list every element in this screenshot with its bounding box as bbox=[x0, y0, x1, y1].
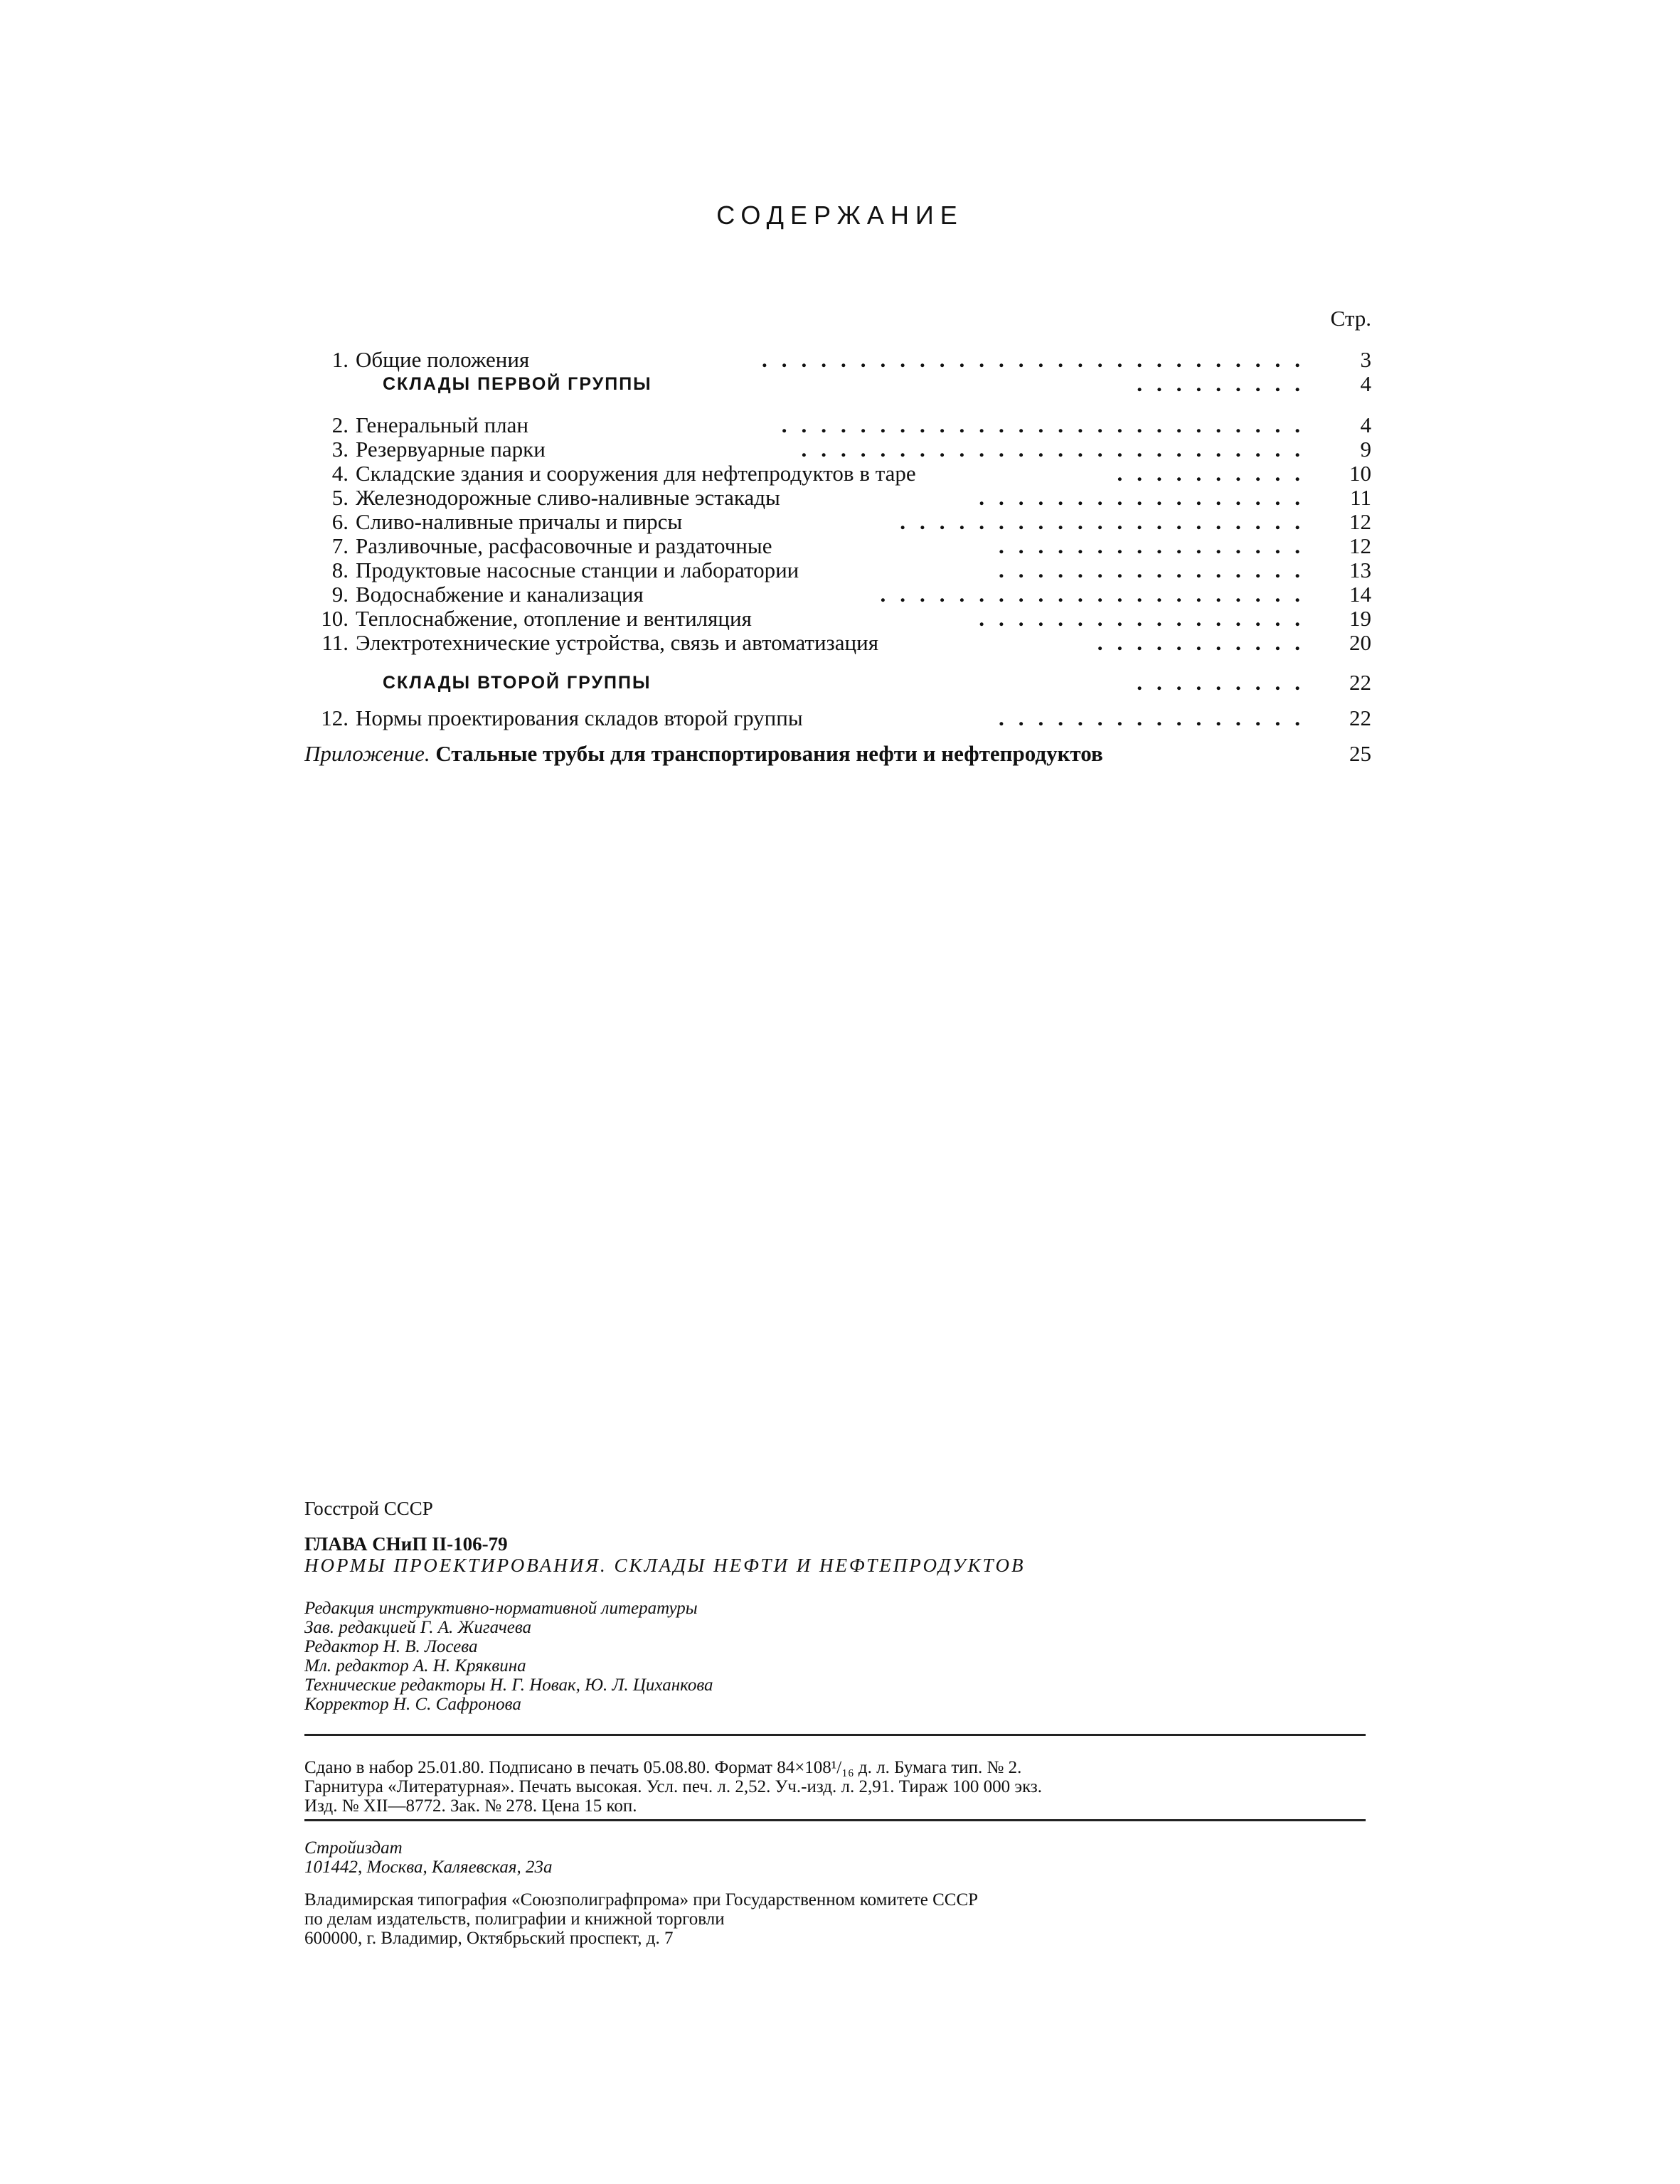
toc-entry-text: Резервуарные парки bbox=[356, 437, 546, 462]
toc-entry-number: 1. bbox=[331, 347, 349, 372]
toc-page-number: 3 bbox=[1360, 347, 1371, 372]
toc-entry-text: Железнодорожные сливо-наливные эстакады bbox=[356, 485, 780, 510]
toc-entry-text: Сливо-наливные причалы и пирсы bbox=[356, 509, 683, 534]
divider-top bbox=[304, 1734, 1366, 1736]
toc-entry bbox=[304, 630, 1371, 656]
toc-entry bbox=[304, 347, 1371, 373]
toc-entry-number: 6. bbox=[331, 509, 349, 534]
printer-line: 600000, г. Владимир, Октябрьский проспект, д. 7 bbox=[304, 1929, 674, 1948]
editorial-staff bbox=[304, 1599, 1371, 1714]
toc-page-number: 4 bbox=[1360, 371, 1371, 396]
toc-entry-number: 10. bbox=[321, 606, 349, 631]
toc-entry-text: Генеральный план bbox=[356, 412, 528, 437]
toc-entry bbox=[304, 412, 1371, 438]
toc-entry bbox=[304, 582, 1371, 607]
toc-page-number: 22 bbox=[1349, 670, 1371, 695]
print-data bbox=[304, 1758, 1371, 1816]
publisher-address: 101442, Москва, Каляевская, 23а bbox=[304, 1858, 553, 1877]
leader-dots: .......................... bbox=[801, 437, 1314, 462]
print-data-line: Изд. № XII—8772. Зак. № 278. Цена 15 коп. bbox=[304, 1796, 637, 1816]
print-data-line: Гарнитура «Литературная». Печать высокая. Усл. печ. л. 2,52. Уч.-изд. л. 2,91. Тираж 100 000 экз. bbox=[304, 1777, 1043, 1796]
toc-entry-text: Общие положения bbox=[356, 347, 530, 372]
toc-page-number: 25 bbox=[1349, 741, 1371, 766]
toc-entry-number: 4. bbox=[331, 461, 349, 486]
editorial-line: Корректор Н. С. Сафронова bbox=[304, 1695, 521, 1714]
editorial-line: Мл. редактор А. Н. Кряквина bbox=[304, 1656, 526, 1676]
toc-page-number: 14 bbox=[1349, 582, 1371, 607]
editorial-line: Редакция инструктивно-нормативной литературы bbox=[304, 1599, 698, 1618]
toc-entry-text: Разливочные, расфасовочные и раздаточные bbox=[356, 533, 772, 558]
printer-info bbox=[304, 1890, 1371, 1948]
toc-entry bbox=[304, 509, 1371, 535]
leader-dots: ......... bbox=[1137, 670, 1314, 695]
leader-dots: ........................... bbox=[781, 412, 1314, 437]
toc-entry bbox=[304, 485, 1371, 511]
leader-dots: ................ bbox=[999, 533, 1314, 558]
toc-entry-text: Теплоснабжение, отопление и вентиляция bbox=[356, 606, 752, 631]
toc-entry-number: 3. bbox=[331, 437, 349, 462]
toc-page-number: 13 bbox=[1349, 558, 1371, 582]
publisher-org: Госстрой СССР bbox=[304, 1498, 433, 1519]
leader-dots: ..................... bbox=[900, 509, 1314, 534]
leader-dots: ............................ bbox=[762, 347, 1314, 372]
appendix-title: Стальные трубы для транспортирования нефти и нефтепродуктов bbox=[435, 741, 1103, 766]
toc-page-number: 4 bbox=[1360, 412, 1371, 437]
editorial-line: Технические редакторы Н. Г. Новак, Ю. Л. Циханкова bbox=[304, 1676, 713, 1695]
toc-page-number: 22 bbox=[1349, 705, 1371, 730]
chapter-code: ГЛАВА СНиП II-106-79 bbox=[304, 1533, 508, 1555]
toc-section-title: СКЛАДЫ ВТОРОЙ ГРУППЫ bbox=[383, 673, 652, 693]
leader-dots: ...................... bbox=[880, 582, 1314, 607]
leader-dots: ........... bbox=[1097, 630, 1314, 655]
leader-dots: ......... bbox=[1137, 371, 1314, 396]
divider-bottom bbox=[304, 1819, 1366, 1821]
leader-dots: ................ bbox=[999, 705, 1314, 730]
toc-entry bbox=[304, 533, 1371, 559]
editorial-line: Зав. редакцией Г. А. Жигачева bbox=[304, 1618, 532, 1637]
toc-page-number: 12 bbox=[1349, 533, 1371, 558]
book-title: НОРМЫ ПРОЕКТИРОВАНИЯ. СКЛАДЫ НЕФТИ И НЕФТЕПРОДУКТОВ bbox=[304, 1555, 1026, 1576]
toc-entry-number: 7. bbox=[331, 533, 349, 558]
toc-entry bbox=[304, 705, 1371, 731]
toc-entry-text: Водоснабжение и канализация bbox=[356, 582, 644, 607]
publisher-name: Стройиздат bbox=[304, 1838, 403, 1858]
toc-section bbox=[304, 670, 1371, 696]
toc-entry bbox=[304, 437, 1371, 462]
toc-entry-number: 9. bbox=[331, 582, 349, 607]
toc-entry bbox=[304, 606, 1371, 632]
toc-entry-number: 12. bbox=[321, 705, 349, 730]
toc-entry-text: Складские здания и сооружения для нефтепродуктов в таре bbox=[356, 461, 916, 486]
toc-entry-number: 8. bbox=[331, 558, 349, 582]
toc-entry-text bbox=[304, 741, 1103, 767]
print-data-line: Сдано в набор 25.01.80. Подписано в печать 05.08.80. Формат 84×108¹/₁₆ д. л. Бумага тип. № 2. bbox=[304, 1758, 1022, 1777]
toc-entry bbox=[304, 461, 1371, 486]
toc-section-title: СКЛАДЫ ПЕРВОЙ ГРУППЫ bbox=[383, 374, 652, 394]
printer-line: Владимирская типография «Союзполиграфпрома» при Государственном комитете СССР bbox=[304, 1890, 979, 1909]
toc-entry-number: 5. bbox=[331, 485, 349, 510]
toc-page-number: 12 bbox=[1349, 509, 1371, 534]
toc-section bbox=[304, 371, 1371, 397]
page-column-header: Стр. bbox=[1330, 306, 1371, 331]
toc-entry-text: Нормы проектирования складов второй группы bbox=[356, 705, 803, 730]
toc-entry-number: 2. bbox=[331, 412, 349, 437]
toc-entry-text: Электротехнические устройства, связь и автоматизация bbox=[356, 630, 878, 655]
toc-entry-number: 11. bbox=[321, 630, 349, 655]
toc-page-number: 20 bbox=[1349, 630, 1371, 655]
toc-page-number: 19 bbox=[1349, 606, 1371, 631]
leader-dots: ................. bbox=[979, 485, 1314, 510]
printer-line: по делам издательств, полиграфии и книжной торговли bbox=[304, 1909, 725, 1929]
leader-dots: .......... bbox=[1117, 461, 1314, 486]
toc-page-number: 9 bbox=[1360, 437, 1371, 462]
leader-dots: ................ bbox=[999, 558, 1314, 582]
toc-title: СОДЕРЖАНИЕ bbox=[716, 201, 964, 230]
toc-entry bbox=[304, 558, 1371, 583]
toc-page-number: 11 bbox=[1350, 485, 1371, 510]
editorial-line: Редактор Н. В. Лосева bbox=[304, 1637, 478, 1656]
toc-entry bbox=[304, 741, 1371, 767]
toc-page-number: 10 bbox=[1349, 461, 1371, 486]
leader-dots: ................. bbox=[979, 606, 1314, 631]
toc-entry-text: Продуктовые насосные станции и лаборатории bbox=[356, 558, 799, 582]
appendix-label: Приложение. bbox=[304, 741, 430, 766]
